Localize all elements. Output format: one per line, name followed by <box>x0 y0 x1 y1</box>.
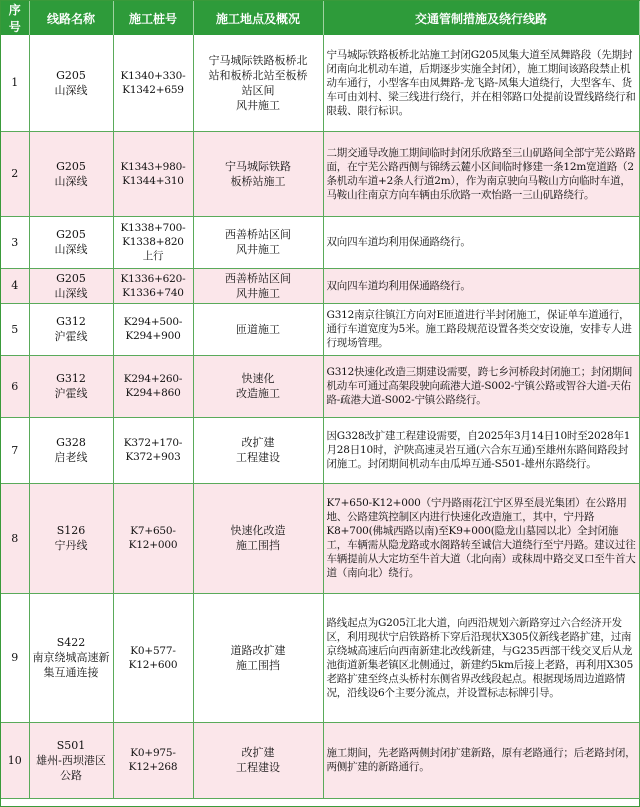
location-line: 匝道施工 <box>236 322 280 336</box>
stake-line: K1338+820 <box>122 236 184 248</box>
road-code: G205 <box>56 271 86 285</box>
row-stake <box>113 268 193 303</box>
row-location <box>193 131 323 216</box>
row-stake <box>113 483 193 593</box>
row-line <box>29 35 113 131</box>
location-line: 工程建设 <box>236 451 280 464</box>
header-seq: 序号 <box>1 1 29 35</box>
location-line: 板桥站施工 <box>230 174 286 188</box>
stake-line: K1336+740 <box>122 286 184 299</box>
stake-line: K1342+659 <box>122 83 184 96</box>
header-line: 线路名称 <box>29 1 113 35</box>
traffic-control-table <box>1 1 640 799</box>
row-location <box>193 35 323 131</box>
location-line: 风井施工 <box>236 286 280 300</box>
table-row <box>1 268 639 303</box>
stake-line: K372+170- <box>123 437 183 449</box>
road-name: 南京绕城高速新集互通连接 <box>32 651 110 679</box>
row-location <box>193 355 323 417</box>
road-code: G328 <box>56 436 86 449</box>
header-stake: 施工桩号 <box>113 1 193 35</box>
road-name: 宁丹线 <box>54 539 88 552</box>
header-location: 施工地点及概况 <box>193 1 323 35</box>
location-line: 宁马城际铁路板桥北 <box>208 53 308 67</box>
row-seq: 6 <box>1 355 29 417</box>
table-row <box>1 417 639 483</box>
table-row <box>1 355 639 417</box>
stake-line: K294+900 <box>125 330 181 342</box>
row-measures: 双向四车道均利用保通路绕行。 <box>323 216 639 268</box>
stake-line: K12+268 <box>128 761 178 773</box>
row-location <box>193 593 323 722</box>
row-line <box>29 131 113 216</box>
row-seq: 1 <box>1 35 29 131</box>
row-line <box>29 593 113 722</box>
row-measures: 二期交通导改施工期间临时封闭乐欣路至三山矶路间全部宁芜公路路面，在宁芜公路西侧与锦绣云麓小区间临时修建一条12m宽道路（2条机动车道+2条人行道2m），作为南京驶向马鞍山方向临时车道，马鞍山往南京方向车辆由乐欣路一欢怡路一三山矶路绕行。 <box>323 131 639 216</box>
road-code: S422 <box>56 636 86 649</box>
location-line: 改扩建 <box>241 746 275 759</box>
row-stake <box>113 35 193 131</box>
road-code: S126 <box>56 524 86 537</box>
road-code: G312 <box>56 372 86 385</box>
table-row <box>1 303 639 355</box>
stake-line: K1344+310 <box>122 174 184 187</box>
road-name: 沪霍线 <box>54 387 88 400</box>
road-name: 启老线 <box>54 451 88 464</box>
location-line: 西善桥站区间 <box>225 228 291 241</box>
row-line <box>29 417 113 483</box>
row-location <box>193 417 323 483</box>
row-stake <box>113 355 193 417</box>
table-row <box>1 593 639 722</box>
location-line: 改扩建 <box>241 436 275 449</box>
stake-line: K372+903 <box>125 451 181 463</box>
location-line: 风井施工 <box>236 243 280 256</box>
stake-line: K0+975- <box>130 747 176 759</box>
row-seq: 9 <box>1 593 29 722</box>
row-measures: K7+650-K12+000（宁丹路雨花江宁区界至晨光集团）在公路用地、公路建筑控制区内进行快速化改造施工，其中，宁丹路K8+700(佛城西路以南)至K9+000(隐龙山墓园以北）全封闭施工，车辆需从隐龙路或水阁路转至诚信大道绕行至宁丹路。建议过往车辆提前从大定坊至牛首大道（北向南）或秣周中路交叉口至牛首大道（南向北）绕行。 <box>323 483 639 593</box>
road-name: 雄州-西坝港区公路 <box>36 753 106 782</box>
road-code: G205 <box>56 228 86 241</box>
row-line <box>29 303 113 355</box>
row-seq: 2 <box>1 131 29 216</box>
row-measures: 施工期间，先老路两侧封闭扩建新路，原有老路通行；后老路封闭，两侧扩建的新路通行。 <box>323 722 639 798</box>
row-location <box>193 216 323 268</box>
location-line: 宁马城际铁路 <box>225 159 291 173</box>
stake-line: K1338+700- <box>120 222 186 234</box>
row-seq: 7 <box>1 417 29 483</box>
row-stake <box>113 593 193 722</box>
road-name: 沪霍线 <box>54 330 88 343</box>
location-line: 快速化改造 <box>230 524 286 537</box>
road-name: 山深线 <box>54 83 88 97</box>
row-line <box>29 722 113 798</box>
location-line: 西善桥站区间 <box>225 271 291 285</box>
location-line: 道路改扩建 <box>230 643 286 657</box>
row-stake <box>113 131 193 216</box>
row-measures: 因G328改扩建工程建设需要，自2025年3月14日10时至2028年1月28日10时，沪陕高速灵岩互通(六合东互通)至雄州东路间路段封闭施工。封闭期间机动车由瓜埠互通-S501-雄州东路绕行。 <box>323 417 639 483</box>
location-line: 施工围挡 <box>236 658 280 672</box>
stake-line: K294+260- <box>123 373 183 385</box>
road-code: G205 <box>56 159 86 173</box>
stake-line: K294+500- <box>123 316 183 328</box>
row-location <box>193 722 323 798</box>
header-measures: 交通管制措施及绕行线路 <box>323 1 639 35</box>
location-line: 风井施工 <box>236 98 280 112</box>
table-row <box>1 722 639 798</box>
table-row <box>1 35 639 131</box>
row-measures: G312快速化改造三期建设需要，跨七乡河桥段封闭施工；封闭期间机动车可通过高架段驶向疏港大道-S002-宁镇公路或智谷大道-天佑路-疏港大道-S002-宁镇公路绕行。 <box>323 355 639 417</box>
row-stake <box>113 216 193 268</box>
row-seq: 3 <box>1 216 29 268</box>
stake-line: K294+860 <box>125 387 181 399</box>
row-line <box>29 355 113 417</box>
row-line <box>29 216 113 268</box>
road-name: 山深线 <box>54 243 88 256</box>
stake-line: K1340+330- <box>120 69 186 82</box>
row-seq: 10 <box>1 722 29 798</box>
header-row <box>1 1 639 35</box>
stake-line: K12+600 <box>128 658 178 671</box>
row-location <box>193 303 323 355</box>
location-line: 站区间 <box>241 83 275 97</box>
road-code: G205 <box>56 68 86 82</box>
row-seq: 4 <box>1 268 29 303</box>
table-row <box>1 216 639 268</box>
road-name: 山深线 <box>54 174 88 188</box>
location-line: 站和板桥北站至板桥 <box>208 68 308 82</box>
stake-line: K12+000 <box>128 539 178 551</box>
row-line <box>29 483 113 593</box>
table-row <box>1 483 639 593</box>
location-line: 施工围挡 <box>236 539 280 552</box>
stake-line: K7+650- <box>130 525 176 537</box>
row-line <box>29 268 113 303</box>
row-location <box>193 268 323 303</box>
location-line: 改造施工 <box>236 387 280 400</box>
row-seq: 5 <box>1 303 29 355</box>
road-name: 山深线 <box>54 286 88 300</box>
row-location <box>193 483 323 593</box>
location-line: 工程建设 <box>236 761 280 774</box>
road-code: G312 <box>56 315 86 328</box>
location-line: 快速化 <box>241 372 275 385</box>
row-measures: G312南京往镇江方向对E匝道进行半封闭施工，保证单车道通行，通行车道宽度为5米。施工路段规范设置各类交安设施，安排专人进行现场管理。 <box>323 303 639 355</box>
row-measures: 双向四车道均利用保通路绕行。 <box>323 268 639 303</box>
row-measures: 路线起点为G205江北大道，向西沿规划六新路穿过六合经济开发区，利用现状宁启铁路桥下穿后沿现状X305仪新线老路扩建，过南京绕城高速后向西南新建北改线新建，与G235西部干线交叉后从龙池街道新集老镇区北侧通过，新建约5km后接上老路，再利用X305老路扩建至终点头桥村东侧省界改线段起点。根据现场周边道路情况，沿线设6个主要分流点，并设置标志标牌引导。 <box>323 593 639 722</box>
row-stake <box>113 722 193 798</box>
stake-line: K1343+980- <box>120 160 186 173</box>
stake-line: K1336+620- <box>120 272 186 285</box>
row-stake <box>113 303 193 355</box>
stake-line: 上行 <box>142 250 164 262</box>
road-code: S501 <box>56 738 86 752</box>
row-measures: 宁马城际铁路板桥北站施工封闭G205凤集大道至凤舞路段（先期封闭南向北机动车道，后期逐步实施全封闭），施工期间该路段禁止机动车通行，小型客车由凤舞路-龙飞路-凤集大道绕行，大型客车、货车可由刘村、梁三线进行绕行，并在相邻路口处提前设置线路绕行和限载、限行标识。 <box>323 35 639 131</box>
row-seq: 8 <box>1 483 29 593</box>
stake-line: K0+577- <box>130 644 176 657</box>
row-stake <box>113 417 193 483</box>
table-row <box>1 131 639 216</box>
